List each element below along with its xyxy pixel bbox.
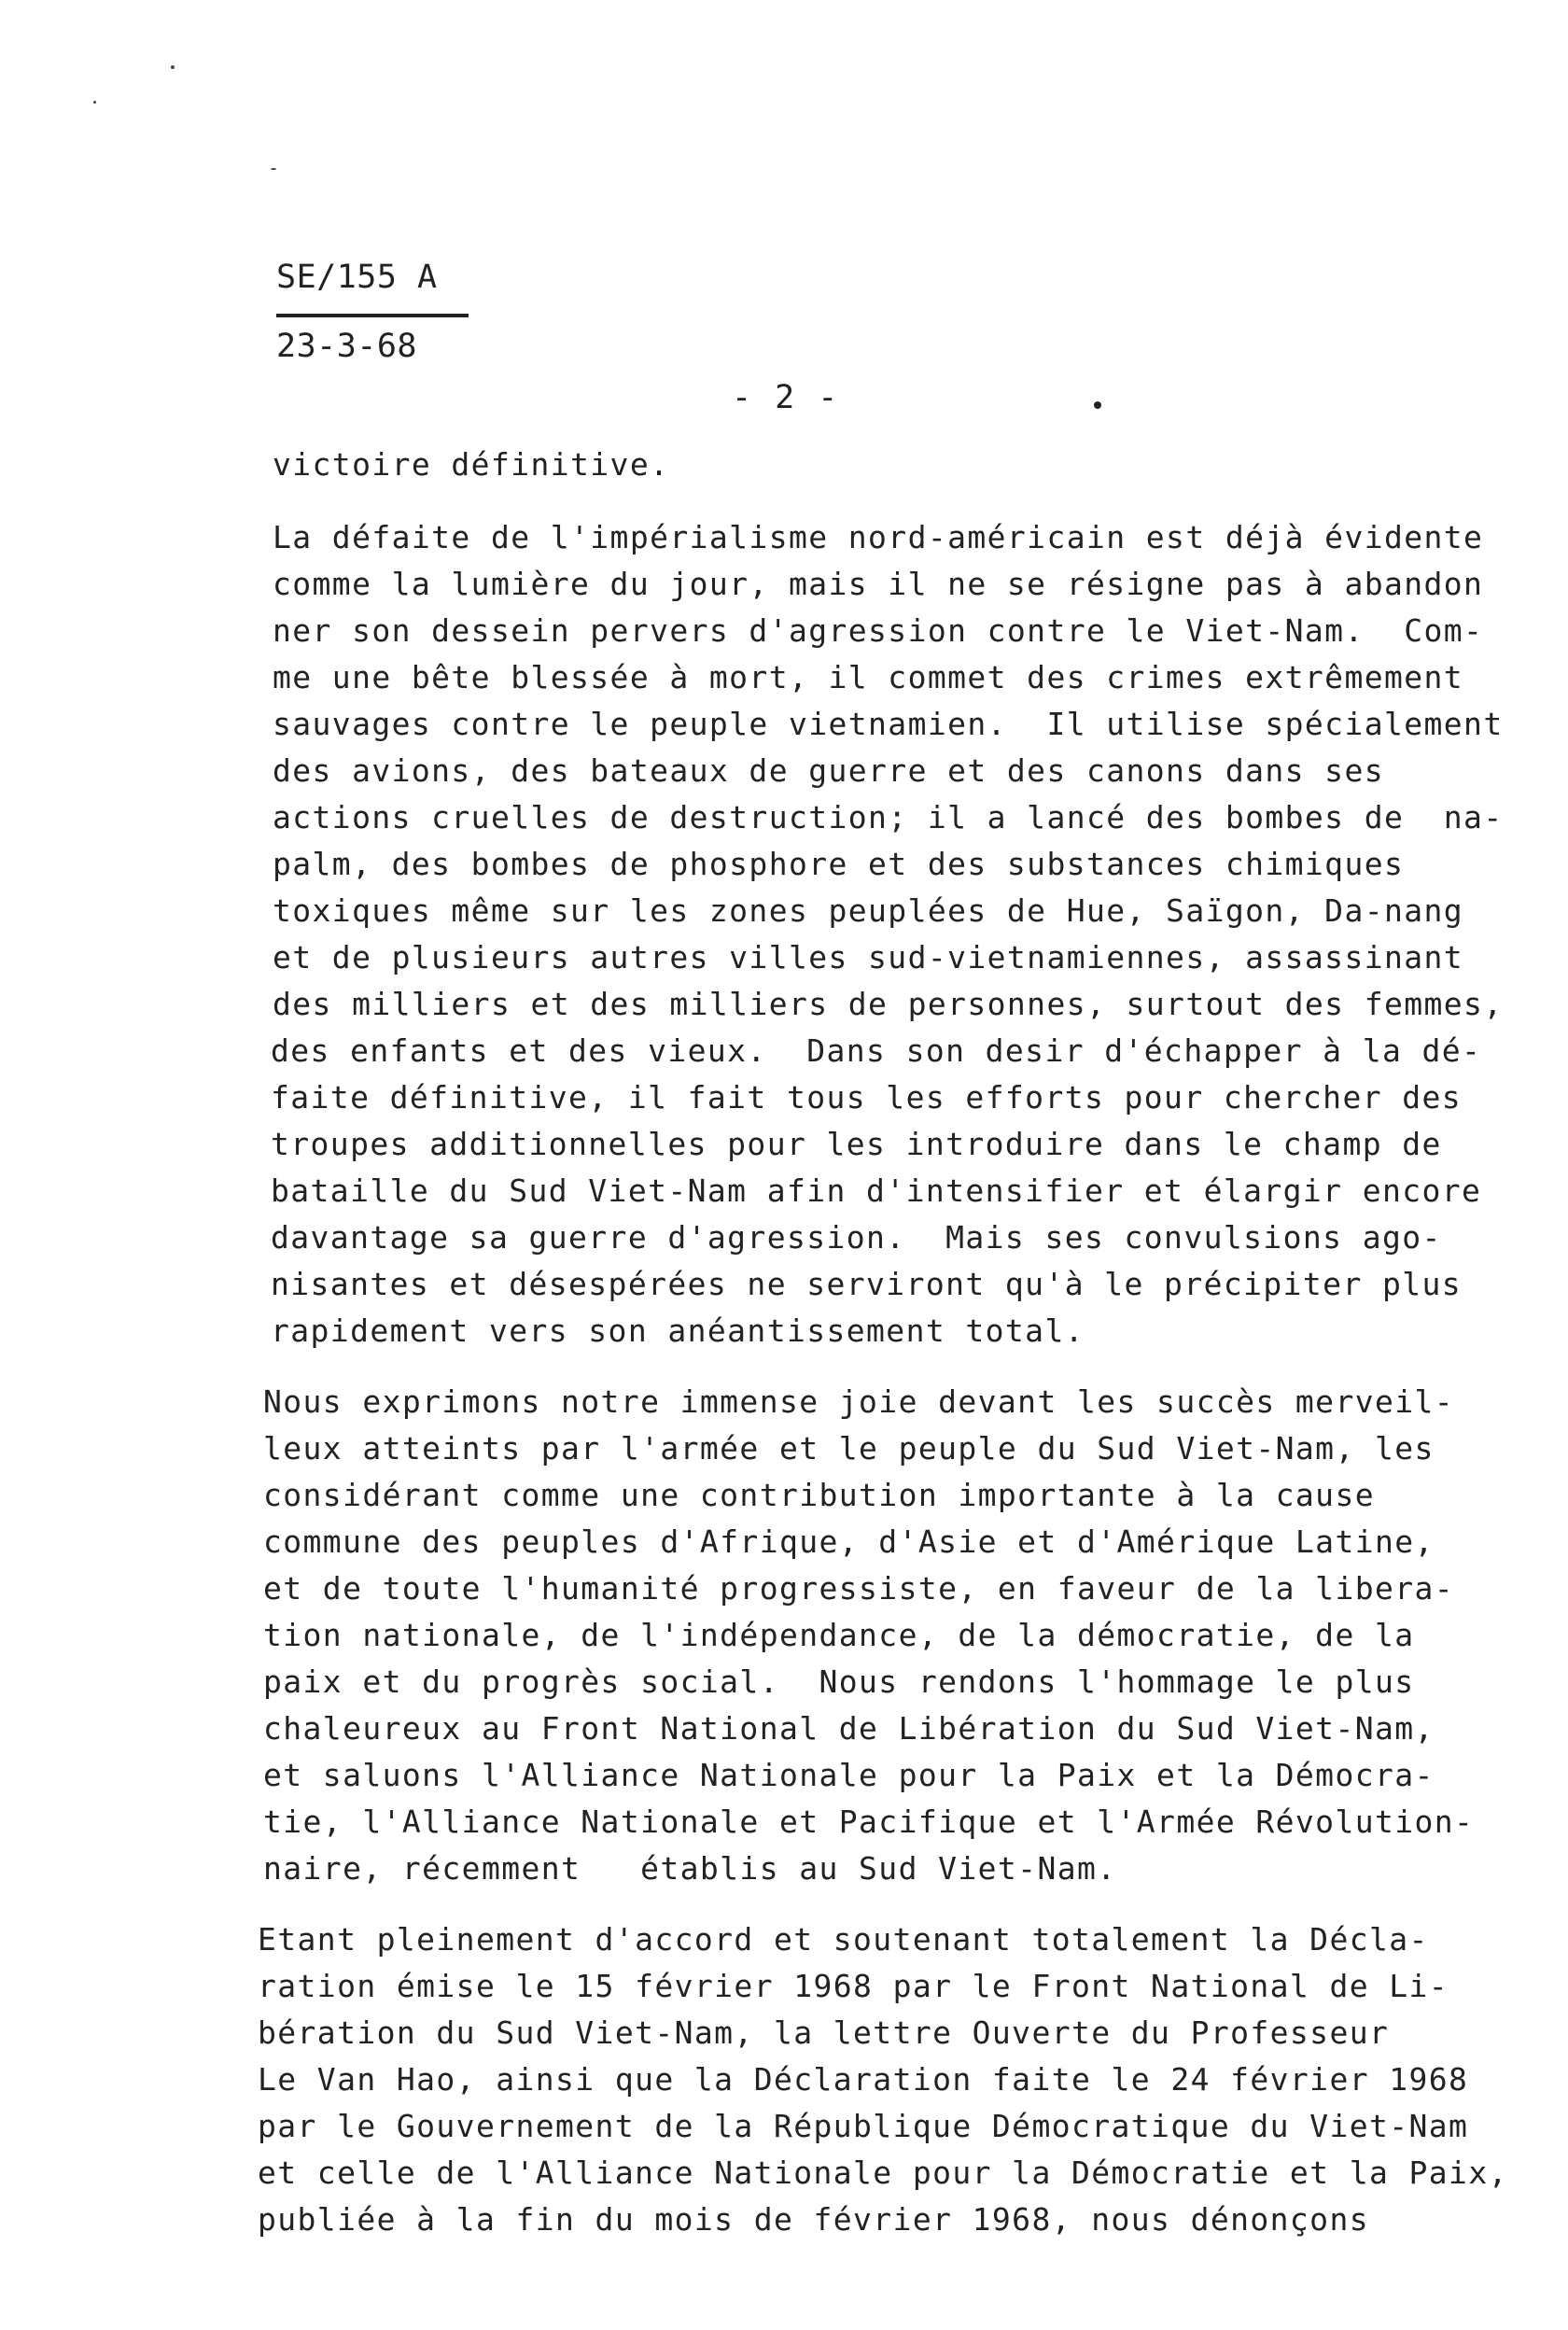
text-line: et de plusieurs autres villes sud-vietnamiennes, assassinant xyxy=(273,939,1464,976)
text-line: palm, des bombes de phosphore et des substances chimiques xyxy=(273,846,1405,882)
text-line: La défaite de l'impérialisme nord-américain est déjà évidente xyxy=(273,519,1484,555)
text-line: victoire définitive. xyxy=(273,446,670,483)
scan-speck xyxy=(171,65,175,69)
stray-mark xyxy=(1094,401,1101,409)
text-line: Le Van Hao, ainsi que la Déclaration faite le 24 février 1968 xyxy=(258,2061,1469,2098)
text-line: et de toute l'humanité progressiste, en faveur de la libera- xyxy=(263,1570,1455,1607)
reference-block xyxy=(276,254,469,370)
text-line: ration émise le 15 février 1968 par le Front National de Li- xyxy=(258,1968,1449,2004)
text-line: chaleureux au Front National de Libération du Sud Viet-Nam, xyxy=(263,1710,1435,1747)
text-line: paix et du progrès social. Nous rendons l'hommage le plus xyxy=(263,1663,1415,1700)
text-line: tion nationale, de l'indépendance, de la démocratie, de la xyxy=(263,1617,1415,1653)
text-line: actions cruelles de destruction; il a lancé des bombes de na- xyxy=(273,799,1504,835)
text-line: faite définitive, il fait tous les efforts pour chercher des xyxy=(271,1079,1463,1116)
text-line: comme la lumière du jour, mais il ne se résigne pas à abandon xyxy=(273,566,1484,602)
page-number: - 2 - xyxy=(732,379,840,416)
text-line: tie, l'Alliance Nationale et Pacifique et l'Armée Révolution- xyxy=(263,1804,1475,1840)
text-line: des avions, des bateaux de guerre et des canons dans ses xyxy=(273,752,1384,789)
text-line: rapidement vers son anéantissement total. xyxy=(271,1312,1085,1349)
text-line: troupes additionnelles pour les introduire dans le champ de xyxy=(271,1126,1442,1162)
text-line: toxiques même sur les zones peuplées de Hue, Saïgon, Da-nang xyxy=(273,892,1464,929)
text-line: et celle de l'Alliance Nationale pour la Démocratie et la Paix, xyxy=(258,2155,1508,2191)
text-line: publiée à la fin du mois de février 1968, nous dénonçons xyxy=(258,2201,1369,2238)
text-line: sauvages contre le peuple vietnamien. Il utilise spécialement xyxy=(273,706,1504,742)
scan-speck xyxy=(93,101,96,104)
text-line: commune des peuples d'Afrique, d'Asie et d'Amérique Latine, xyxy=(263,1523,1435,1560)
text-line: naire, récemment établis au Sud Viet-Nam. xyxy=(263,1850,1117,1887)
text-line: me une bête blessée à mort, il commet des crimes extrêmement xyxy=(273,659,1464,695)
text-line: nisantes et désespérées ne serviront qu'à le précipiter plus xyxy=(271,1266,1463,1302)
text-line: Nous exprimons notre immense joie devant les succès merveil- xyxy=(263,1383,1455,1420)
text-line: des milliers et des milliers de personnes, surtout des femmes, xyxy=(273,986,1504,1022)
scan-speck xyxy=(271,168,276,170)
text-line: bération du Sud Viet-Nam, la lettre Ouverte du Professeur xyxy=(258,2014,1390,2051)
text-line: Etant pleinement d'accord et soutenant totalement la Décla- xyxy=(258,1921,1429,1958)
text-line: des enfants et des vieux. Dans son desir d'échapper à la dé- xyxy=(271,1032,1482,1069)
text-line: davantage sa guerre d'agression. Mais ses convulsions ago- xyxy=(271,1219,1442,1256)
document-date: 23-3-68 xyxy=(276,328,418,365)
text-line: leux atteints par l'armée et le peuple du Sud Viet-Nam, les xyxy=(263,1430,1435,1467)
text-line: considérant comme une contribution importante à la cause xyxy=(263,1477,1375,1513)
reference-code: SE/155 A xyxy=(276,254,469,317)
text-line: et saluons l'Alliance Nationale pour la Paix et la Démocra- xyxy=(263,1757,1435,1793)
text-line: ner son dessein pervers d'agression contre le Viet-Nam. Com- xyxy=(273,612,1484,649)
text-line: bataille du Sud Viet-Nam afin d'intensifier et élargir encore xyxy=(271,1172,1482,1209)
text-line: par le Gouvernement de la République Démocratique du Viet-Nam xyxy=(258,2108,1469,2144)
